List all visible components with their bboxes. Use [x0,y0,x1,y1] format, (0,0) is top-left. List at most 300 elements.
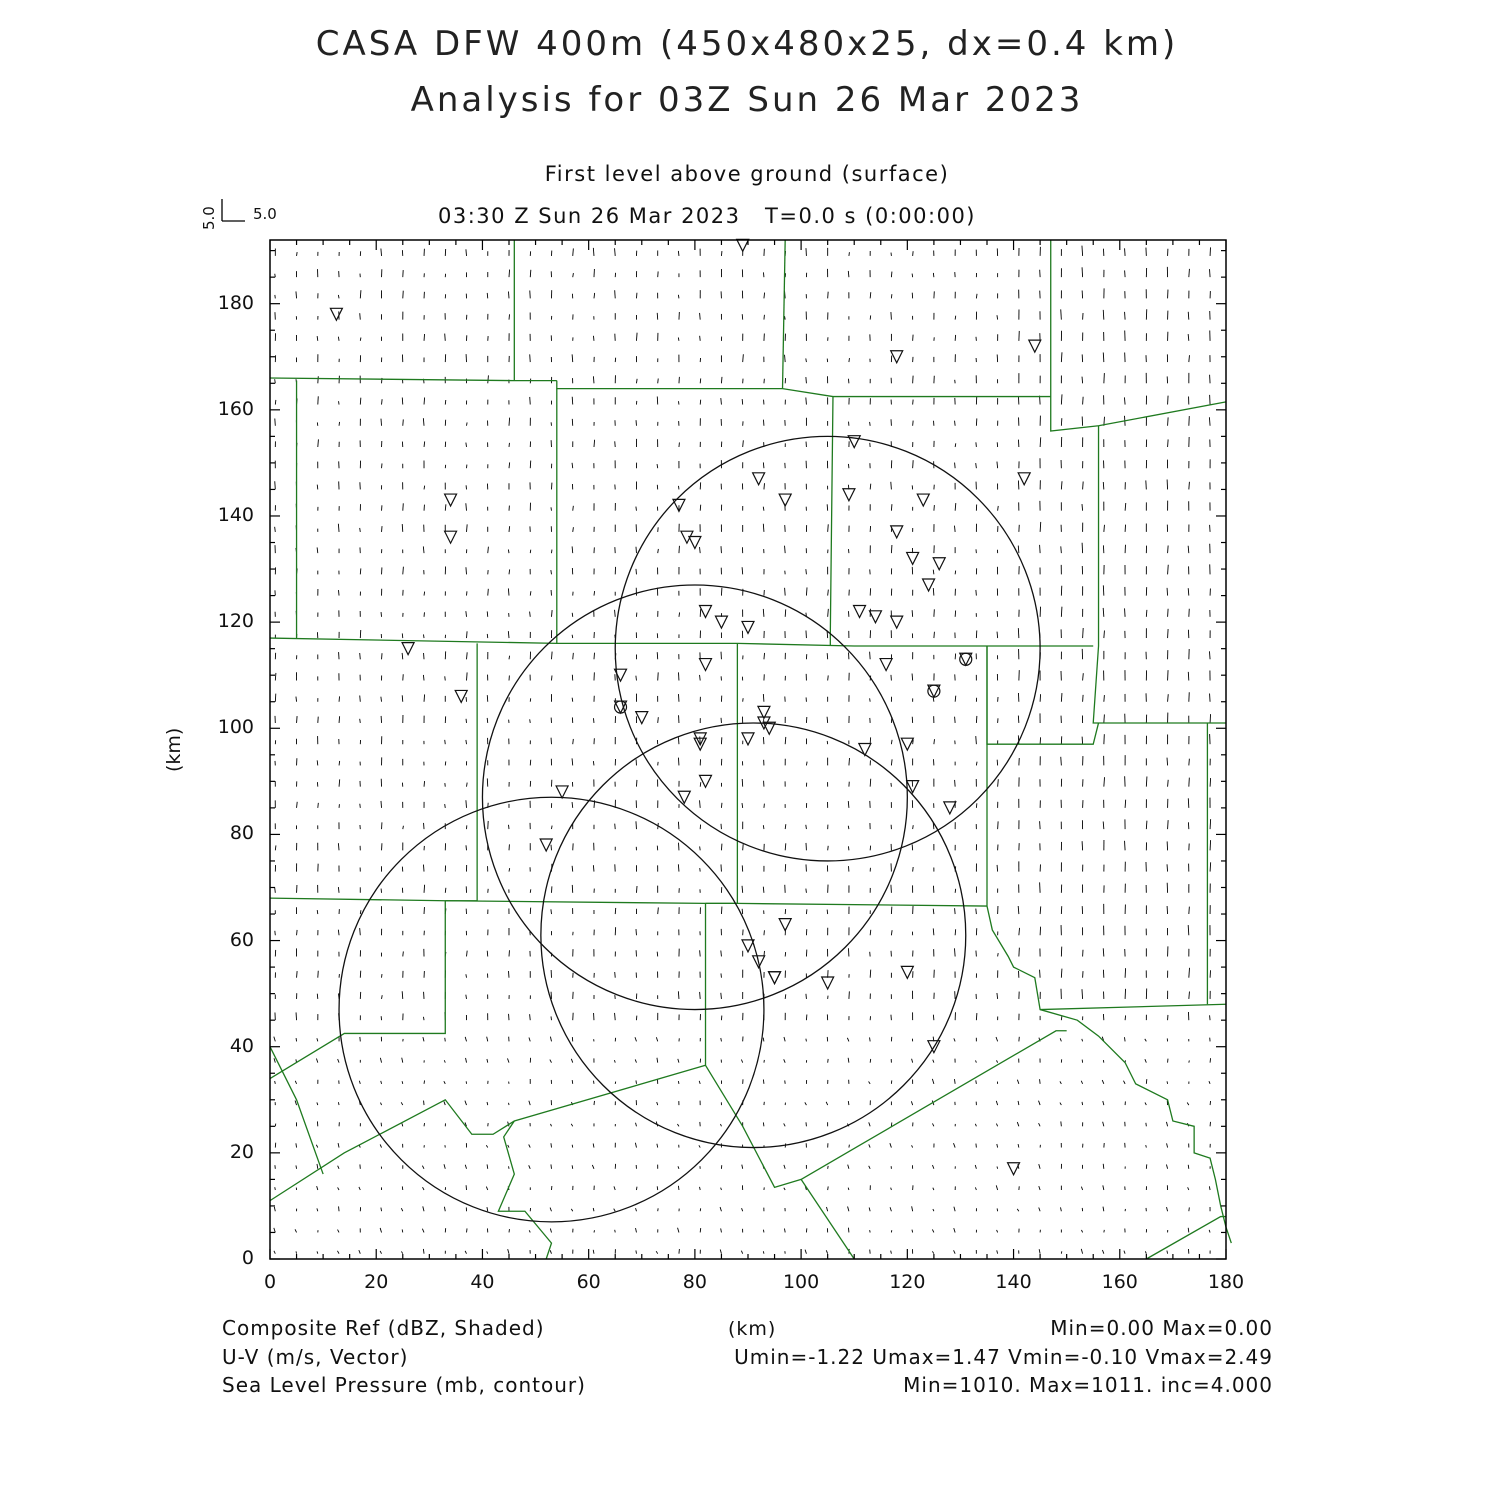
wind-vector [764,483,765,489]
wind-vector [594,1101,595,1105]
station-marker [901,966,913,978]
wind-vector [741,1251,742,1254]
wind-vector [1060,1038,1061,1041]
wind-vector [955,780,956,787]
wind-vector [1210,269,1211,277]
wind-vector [465,1101,467,1105]
wind-vector [934,632,935,638]
wind-vector [529,1145,531,1148]
wind-vector [403,567,404,575]
wind-vector [551,507,552,510]
wind-vector [1082,246,1083,256]
wind-vector [913,421,914,426]
wind-vector [636,1250,637,1253]
wind-vector [1104,777,1105,786]
wind-vector [1189,269,1190,277]
wind-vector [594,1230,595,1232]
wind-vector [955,463,956,469]
wind-vector [870,779,871,787]
wind-vector [1018,628,1019,638]
wind-vector [1167,588,1168,596]
wind-vector [1104,373,1105,383]
station-marker [901,738,913,750]
wind-vector [594,591,595,595]
station-marker [769,972,781,984]
wind-vector [316,1145,317,1148]
wind-vector [509,314,510,319]
wind-vector [445,400,446,405]
county-boundaries [270,240,1231,1259]
wind-vector [806,569,807,574]
wind-vector [1188,312,1189,320]
wind-vector [423,1017,424,1020]
wind-vector [508,588,509,595]
wind-vector [487,1059,488,1063]
wind-vector [424,694,425,701]
wind-vector [530,354,531,362]
wind-vector [338,887,339,893]
wind-vector [297,802,298,808]
wind-vector [700,782,701,786]
wind-vector [1017,1122,1019,1126]
wind-vector [572,635,573,638]
wind-vector [297,252,298,256]
footer-slp-range: Min=1010. Max=1011. inc=4.000 [903,1373,1273,1397]
wind-vector [932,1165,933,1169]
wind-vector [338,524,339,532]
wind-vector [932,1079,934,1084]
wind-vector [976,1013,977,1020]
wind-vector [1081,1249,1082,1254]
wind-vector [1103,608,1104,617]
wind-vector [338,1187,339,1190]
wind-vector [699,1145,700,1147]
wind-vector [614,1209,616,1212]
wind-vector [487,1037,488,1042]
wind-vector [1188,588,1189,595]
wind-vector [1081,1230,1082,1233]
wind-vector [763,694,764,702]
wind-vector [1167,864,1168,871]
wind-vector [1061,757,1062,766]
wind-vector [1168,439,1169,447]
wind-vector [275,845,276,850]
wind-vector [445,804,446,808]
wind-vector [381,419,382,426]
wind-vector [657,1144,658,1148]
wind-vector [1146,610,1147,617]
wind-vector [423,675,424,681]
wind-vector [1017,1080,1018,1084]
wind-vector [529,1038,530,1042]
wind-vector [508,971,509,978]
wind-vector [1040,545,1041,553]
wind-vector [997,632,998,638]
wind-vector [444,1207,445,1211]
station-marker [700,659,712,671]
wind-vector [338,1102,339,1105]
wind-vector [317,1186,318,1190]
wind-vector [997,865,998,872]
wind-vector [594,293,595,298]
wind-vector [572,1165,573,1168]
wind-vector [317,1208,318,1211]
wind-vector [317,760,318,765]
wind-vector [466,800,467,808]
wind-vector [423,1187,424,1190]
wind-vector [1166,1122,1167,1126]
wind-vector [360,928,361,935]
wind-vector [445,334,446,341]
wind-vector [338,1230,340,1233]
wind-vector [360,910,361,914]
county-line [270,1065,706,1200]
wind-vector [594,440,595,447]
wind-vector [1145,1039,1147,1042]
wind-vector [360,528,361,532]
axis-ticks [270,240,1226,1259]
wind-vector [1210,862,1211,871]
wind-vector [338,930,339,936]
wind-vector [401,1102,403,1105]
wind-vector [657,1058,658,1063]
wind-vector [1146,821,1147,829]
wind-vector [339,761,340,765]
wind-vector [1103,585,1104,595]
wind-vector [403,951,404,956]
wind-vector [530,550,531,553]
wind-vector [424,885,425,893]
station-marker [1029,340,1041,352]
wind-vector [826,1207,827,1211]
wind-vector [996,1037,998,1041]
station-marker [822,977,834,989]
county-line [270,901,445,1079]
wind-vector [763,462,764,468]
wind-vector [848,1207,849,1212]
county-line [801,1179,854,1259]
x-tick-label: 60 [576,1271,601,1293]
station-marker [330,308,342,320]
wind-vector [848,1101,849,1105]
wind-vector [466,249,467,256]
wind-vector [996,1060,997,1062]
wind-vector [297,930,298,935]
radar-ring [541,723,966,1148]
wind-vector [465,1037,466,1042]
wind-vector [465,1251,466,1254]
wind-vector [700,547,701,553]
wind-vector [870,1037,871,1041]
wind-vector [360,653,361,659]
wind-vector [636,1208,637,1211]
wind-vector [445,676,446,680]
wind-vector [402,1081,403,1084]
wind-vector [571,1124,573,1127]
wind-vector [955,316,956,320]
wind-vector [976,716,977,723]
wind-vector [615,1230,616,1233]
wind-vector [1083,628,1084,638]
wind-vector [594,653,595,660]
wind-vector [1104,714,1105,723]
wind-vector [488,589,489,596]
x-tick-label: 100 [782,1271,820,1293]
wind-vector [1124,397,1125,404]
wind-vector [275,1187,276,1190]
wind-vector [954,1228,955,1232]
wind-vector [1082,989,1083,999]
wind-vector [1039,1164,1040,1169]
wind-vector [933,909,934,914]
wind-vector [912,1145,913,1147]
wind-vector [572,698,573,702]
wind-vector [339,779,340,786]
x-tick-label: 120 [889,1271,926,1293]
wind-vector [403,503,404,510]
wind-vector [996,1185,997,1190]
wind-vector [636,569,637,574]
wind-vector [976,909,977,914]
wind-vector [806,762,807,766]
wind-vector [275,379,276,383]
wind-vector [721,398,722,404]
wind-vector [954,1038,955,1041]
wind-vector [678,1059,679,1063]
wind-vector [891,545,892,553]
wind-vector [742,1165,743,1169]
station-marker [636,712,648,724]
station-marker [540,839,552,851]
vector-key-u-label: 5.0 [253,205,277,223]
wind-vector [679,612,680,616]
wind-vector [1188,1165,1189,1169]
wind-vector [274,1037,275,1042]
wind-vector [784,1228,785,1232]
wind-vector [1040,906,1041,914]
wind-vector [1210,819,1211,829]
wind-vector [1040,522,1041,532]
wind-vector [656,1037,657,1041]
map-title: CASA DFW 400m (450x480x25, dx=0.4 km) [315,24,1179,64]
wind-vector [700,1228,701,1232]
wind-vector [550,1060,552,1063]
wind-vector [317,1164,318,1169]
station-marker [737,239,749,251]
y-tick-label: 120 [217,610,254,633]
wind-vector [954,1079,955,1084]
wind-vector [1209,1081,1210,1084]
wind-vector [275,400,276,405]
wind-vector [1123,1081,1125,1084]
wind-vector [615,908,616,914]
station-marker [917,494,929,506]
wind-vector [1019,948,1020,957]
wind-vector [1061,607,1062,617]
wind-vector [466,443,467,447]
wind-vector [381,1208,382,1212]
wind-vector [1189,482,1190,490]
wind-vector [1018,716,1019,723]
wind-vector [805,1250,806,1254]
wind-vector [636,1187,637,1190]
wind-vector [828,524,829,532]
wind-vector [445,740,446,744]
wind-vector [1061,546,1062,553]
wind-vector [1210,1101,1211,1105]
wind-vector [529,1165,531,1168]
station-marker [769,972,781,984]
wind-vector [530,1014,531,1020]
wind-vector [551,610,552,617]
wind-vector [1103,1207,1104,1212]
wind-vector [467,1228,468,1232]
county-line [498,1121,551,1259]
wind-vector [1168,694,1169,702]
wind-vector [827,717,828,723]
wind-vector [467,783,468,787]
wind-vector [317,994,318,999]
wind-vector [1210,840,1211,850]
wind-vector [466,995,467,999]
wind-vector [1209,1186,1210,1190]
wind-vector [1081,1081,1082,1084]
wind-vector [912,1059,913,1063]
station-marker [556,786,568,798]
wind-vector [869,1207,870,1211]
county-line [445,643,477,900]
wind-vector [423,1037,424,1041]
wind-vector [572,613,573,617]
wind-vector [658,379,659,384]
wind-vector [1083,673,1084,680]
wind-vector [636,886,637,893]
wind-vector [1039,1249,1040,1254]
wind-vector [296,697,297,702]
wind-vector [1168,820,1169,829]
wind-vector [615,610,616,617]
wind-vector [742,909,743,914]
wind-vector [1188,334,1189,341]
wind-vector [1103,482,1104,489]
wind-vector [466,740,467,744]
wind-vector [932,1251,934,1253]
wind-vector [402,1058,403,1063]
station-marker [700,606,712,618]
county-line [987,646,1099,744]
wind-vector [275,673,276,681]
wind-vector [572,802,573,808]
wind-vector [402,695,403,701]
wind-vector [763,507,764,511]
analysis-time: Analysis for 03Z Sun 26 Mar 2023 [410,80,1084,120]
wind-vector [402,991,403,999]
wind-vector [403,826,404,829]
wind-vector [317,336,318,341]
wind-vector [891,759,892,765]
y-tick-label: 80 [229,822,254,845]
wind-vector [955,421,956,426]
wind-vector [487,1102,488,1105]
footer-wind-label: U-V (m/s, Vector) [222,1345,409,1369]
y-tick-label: 100 [217,716,254,739]
wind-vector [466,503,467,510]
wind-vector [573,506,574,511]
wind-vector [445,761,446,765]
wind-vector [551,1164,552,1168]
wind-vector [508,631,509,638]
wind-vector [742,803,743,808]
wind-vector [1061,969,1062,978]
radar-ring [615,436,1040,861]
wind-vector [1168,609,1169,617]
wind-vector [869,1122,870,1126]
wind-vector [806,377,807,383]
wind-vector [423,865,424,872]
station-marker [1018,473,1030,485]
wind-vector [422,1229,424,1233]
wind-vector [997,993,998,999]
wind-vector [1039,1101,1041,1105]
wind-vector [827,504,828,510]
wind-vector [1125,841,1126,851]
wind-vector [530,612,531,617]
vector-key-v-label: 5.0 [200,206,218,230]
wind-vector [700,336,701,341]
wind-vector [847,1038,849,1042]
wind-vector [1209,651,1210,659]
wind-vector [274,1228,275,1233]
wind-vector [593,761,594,765]
station-circle-marker [960,653,972,665]
wind-vector [424,334,425,341]
x-tick-label: 0 [263,1271,277,1293]
wind-vector [530,461,531,469]
wind-vector [996,1101,997,1105]
wind-vector [699,1081,700,1084]
wind-vector [912,1206,913,1211]
wind-vector [467,422,468,425]
county-line [270,1047,323,1174]
wind-vector [869,1081,871,1083]
wind-vector [507,1058,509,1062]
wind-vector [975,1165,976,1169]
wind-vector [402,1229,403,1232]
wind-vector [487,611,488,616]
wind-vector [1103,822,1104,830]
wind-vector [763,1122,764,1126]
wind-vector [763,825,764,829]
wind-vector [700,505,701,511]
wind-vector [403,419,404,425]
wind-vector [890,1143,892,1147]
wind-vector [1061,1207,1062,1211]
wind-vector [785,994,786,999]
wind-vector [572,866,573,872]
wind-vector [891,272,892,278]
wind-vector [508,1249,509,1254]
wind-vector [338,1059,339,1063]
wind-vector [1018,546,1019,554]
wind-vector [572,1080,573,1084]
wind-vector [487,1164,488,1168]
wind-vector [423,1206,424,1211]
wind-vector [1083,397,1084,405]
wind-vector [317,1102,318,1105]
wind-vector [360,338,361,341]
wind-vector [763,524,764,532]
county-line [830,397,833,646]
